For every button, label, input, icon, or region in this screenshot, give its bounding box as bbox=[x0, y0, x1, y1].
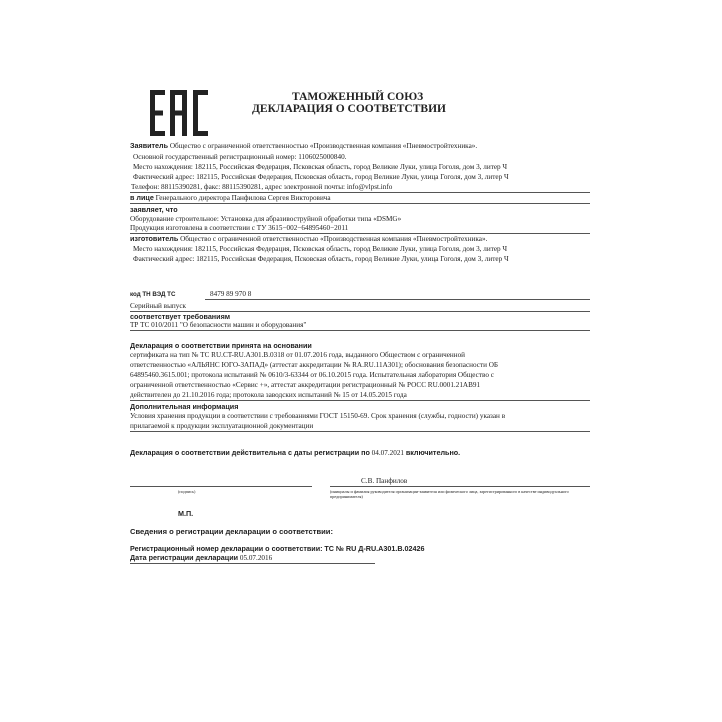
declares-label: заявляет, что bbox=[130, 205, 178, 214]
registration-date-value: 05.07.2016 bbox=[239, 554, 273, 562]
person-line bbox=[130, 194, 331, 202]
tnved-label: код ТН ВЭД ТС bbox=[130, 291, 176, 298]
applicant-label: Заявитель bbox=[130, 141, 169, 150]
document-title-line1: ТАМОЖЕННЫЙ СОЮЗ bbox=[292, 91, 424, 103]
applicant-phone: Телефон: 88115390281, факс: 88115390281, адрес электронной почты: info@vlpst.info bbox=[131, 183, 393, 191]
tnved-value: 8479 89 970 8 bbox=[210, 290, 252, 298]
person-value: Генерального директора Панфилова Сергея Викторовича bbox=[155, 194, 331, 202]
basis-line-1: сертификата на тип № ТС RU.CT-RU.A301.B.0318 от 01.07.2016 года, выданного Обществом с ограниченной bbox=[130, 351, 466, 359]
applicant-location: Место нахождения: 182115, Российская Федерация, Псковская область, город Великие Луки, улица Гоголя, дом 3, литер Ч bbox=[133, 163, 508, 171]
registration-number-value: ТС № RU Д-RU.A301.B.02426 bbox=[324, 544, 425, 553]
signature-caption: (подпись) bbox=[178, 489, 196, 494]
validity-text: Декларация о соответствии действительна с даты регистрации по bbox=[130, 448, 370, 457]
applicant-name: Общество с ограниченной ответственностью «Производственная компания «Пневмостройтехника». bbox=[169, 142, 478, 150]
product-spec: Продукция изготовлена в соответствии с ТУ 3615−002−64895460−2011 bbox=[130, 224, 349, 232]
stamp-place: М.П. bbox=[178, 509, 194, 518]
additional-label: Дополнительная информация bbox=[130, 402, 239, 411]
registration-date-label: Дата регистрации декларации bbox=[130, 553, 239, 562]
basis-line-2: ответственностью «АЛЬЯНС ЮГО-ЗАПАД» (аттестат аккредитации № RA.RU.11A301); обоснования безопасности ОБ bbox=[130, 361, 499, 369]
manufacturer-name: Общество с ограниченной ответственностью «Производственная компания «Пневмостройтехника». bbox=[180, 235, 488, 243]
product-description: Оборудование строительное: Установка для абразивоструйной обработки типа «DSMG» bbox=[130, 215, 402, 223]
additional-line-1: Условия хранения продукции в соответствии с требованиями ГОСТ 15150-69. Срок хранения (службы, годности) указан в bbox=[130, 412, 506, 420]
basis-line-5: действителен до 21.10.2016 года; протокола заводских испытаний № 15 от 14.05.2015 года bbox=[130, 391, 407, 399]
manufacturer-label: изготовитель bbox=[130, 234, 179, 243]
requirements-value: ТР ТС 010/2011 "О безопасности машин и оборудования" bbox=[130, 321, 307, 329]
basis-label: Декларация о соответствии принята на основании bbox=[130, 341, 312, 350]
serial-release: Серийный выпуск bbox=[130, 302, 187, 310]
basis-line-4: ограниченной ответственностью «Сервис +», аттестат аккредитации регистрационный № РОСС RU.0001.21АВ91 bbox=[130, 381, 481, 389]
manufacturer-line bbox=[130, 235, 487, 243]
validity-date: 04.07.2021 bbox=[371, 449, 405, 457]
registration-number-label: Регистрационный номер декларации о соответствии: bbox=[130, 544, 323, 553]
applicant-line bbox=[130, 142, 477, 150]
manufacturer-location: Место нахождения: 182115, Российская Федерация, Псковская область, город Великие Луки, улица Гоголя, дом 3, литер Ч bbox=[133, 245, 508, 253]
basis-line-3: 64895460.3615.001; протокола испытаний № 0610/3-63344 от 06.10.2015 года. Испытательная лаборатория Общество с bbox=[130, 371, 494, 379]
requirements-label: соответствует требованиям bbox=[130, 312, 231, 321]
signatory-name: С.В. Панфилов bbox=[361, 477, 408, 485]
registration-date-line bbox=[130, 554, 272, 562]
registration-heading: Сведения о регистрации декларации о соответствии: bbox=[130, 527, 333, 536]
applicant-ogrn: Основной государственный регистрационный номер: 1106025000840. bbox=[133, 153, 347, 161]
person-label: в лице bbox=[130, 193, 154, 202]
name-caption: (инициалы и фамилия руководителя организации-заявителя или физического лица, зарегистрированного в качестве индивидуального предпринимателя) bbox=[330, 489, 569, 499]
registration-number-line bbox=[130, 545, 425, 553]
validity-line bbox=[130, 449, 460, 457]
eac-logo-icon bbox=[150, 90, 208, 136]
applicant-actual-address: Фактический адрес: 182115, Российская Федерация, Псковская область, город Великие Луки, улица Гоголя, дом 3, литер Ч bbox=[133, 173, 509, 181]
document-title-line2: ДЕКЛАРАЦИЯ О СООТВЕТСТВИИ bbox=[252, 103, 446, 115]
manufacturer-actual-address: Фактический адрес: 182115, Российская Федерация, Псковская область, город Великие Луки, улица Гоголя, дом 3, литер Ч bbox=[133, 255, 509, 263]
validity-suffix: включительно. bbox=[405, 448, 461, 457]
additional-line-2: прилагаемой к продукции эксплуатационной документации bbox=[130, 422, 314, 430]
